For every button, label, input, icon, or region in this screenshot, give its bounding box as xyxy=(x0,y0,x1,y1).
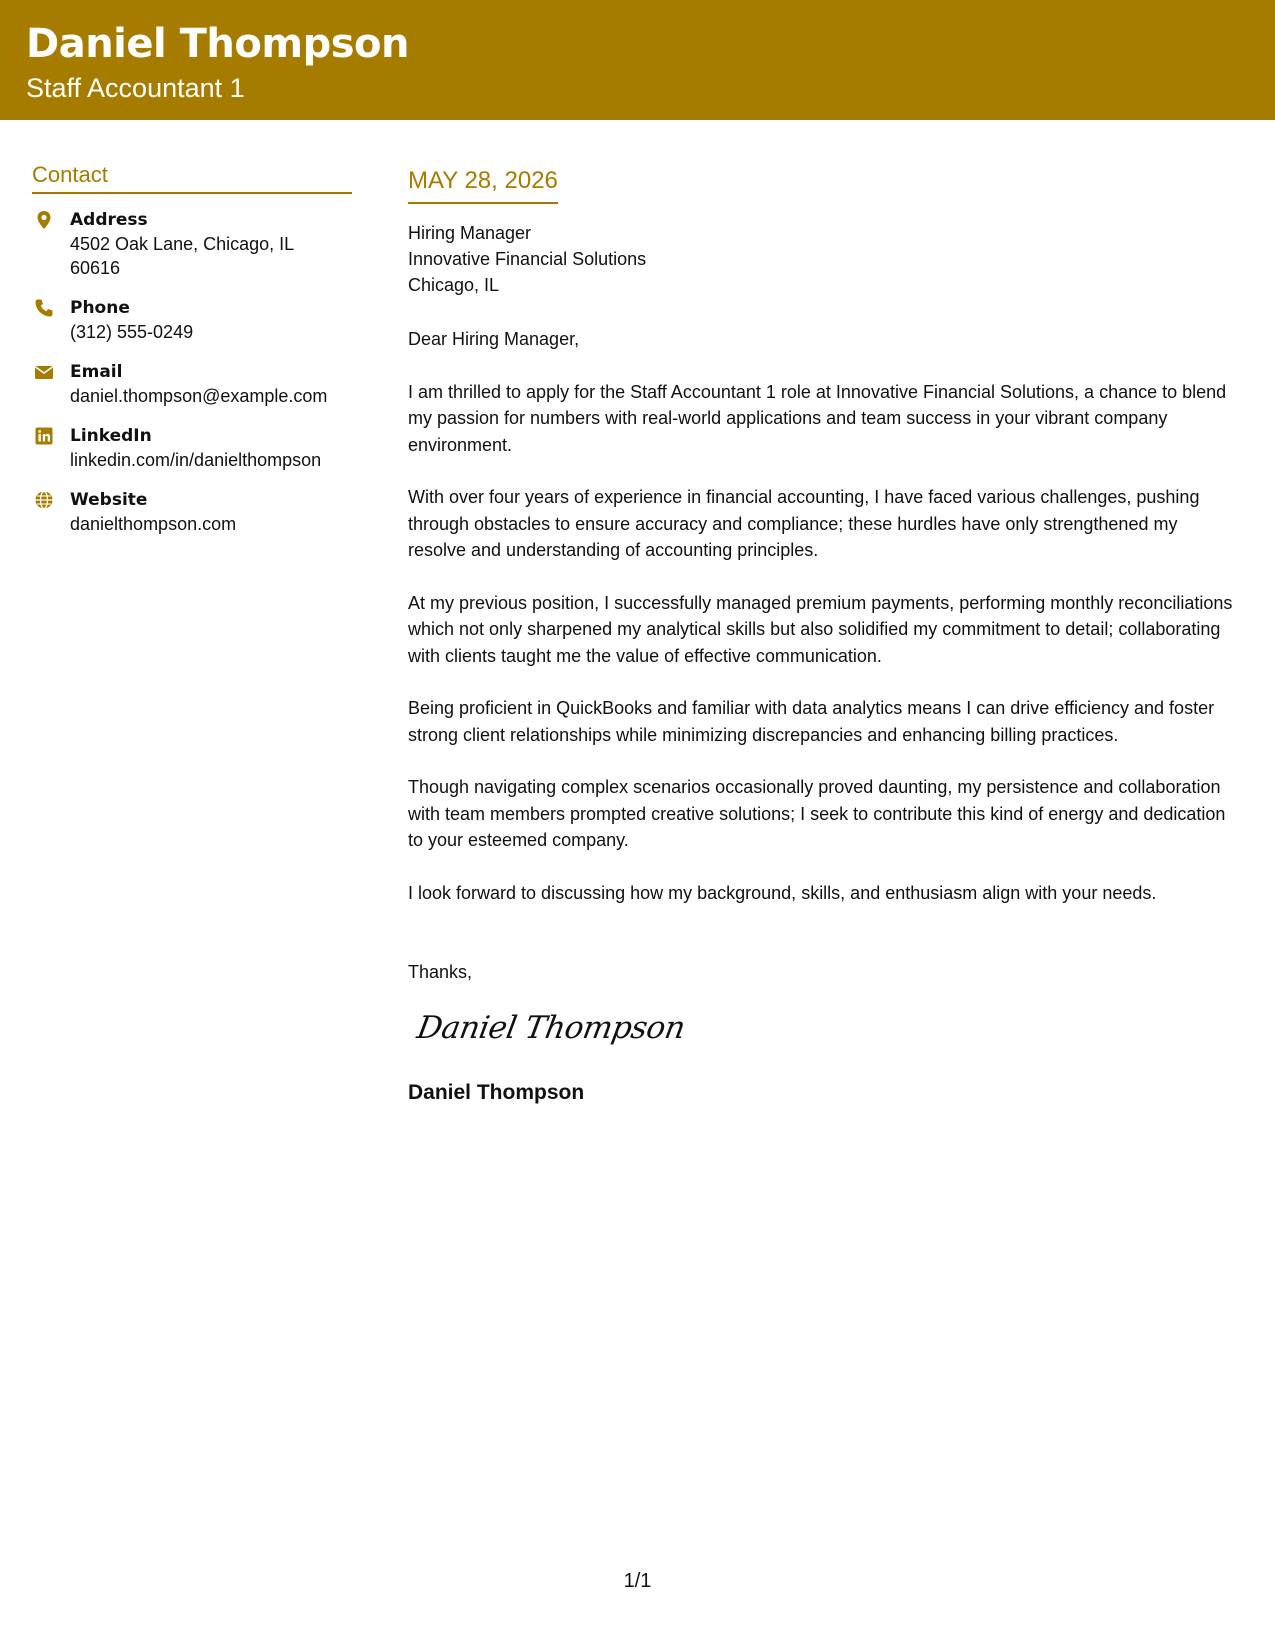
linkedin-value[interactable]: linkedin.com/in/danielthompson xyxy=(70,450,322,470)
address-label: Address xyxy=(70,210,148,230)
address-line-2: 60616 xyxy=(70,258,121,278)
closing: Thanks, xyxy=(408,962,473,982)
map-pin-icon xyxy=(34,210,54,230)
contact-linkedin xyxy=(32,424,352,472)
letter-body xyxy=(408,166,1238,1106)
paragraph-1: I am thrilled to apply for the Staff Accountant 1 role at Innovative Financial Solutions, a chance to blend my passion for numbers with real-world applications and team success in your vibrant company environment. xyxy=(408,381,1227,455)
website-value[interactable]: danielthompson.com xyxy=(70,514,237,534)
contact-section-title: Contact xyxy=(32,162,352,194)
paragraph-5: Though navigating complex scenarios occasionally proved daunting, my persistence and collaboration with team members prompted creative solutions; I seek to contribute this kind of energy and dedication to your esteemed company. xyxy=(408,777,1226,850)
job-title: Staff Accountant 1 xyxy=(26,73,245,103)
applicant-name: Daniel Thompson xyxy=(26,21,409,67)
website-label: Website xyxy=(70,490,148,510)
contact-address xyxy=(32,208,352,280)
paragraph-4: Being proficient in QuickBooks and familiar with data analytics means I can drive efficiency and foster strong client relationships while minimizing discrepancies and enhancing billing practices. xyxy=(408,698,1215,745)
recipient-company: Innovative Financial Solutions xyxy=(408,249,647,269)
contact-sidebar xyxy=(32,162,352,552)
letter-date: MAY 28, 2026 xyxy=(408,166,558,204)
email-label: Email xyxy=(70,362,123,382)
signer-name: Daniel Thompson xyxy=(408,1080,585,1104)
contact-email xyxy=(32,360,352,408)
salutation: Dear Hiring Manager, xyxy=(408,329,580,349)
address-line-1: 4502 Oak Lane, Chicago, IL xyxy=(70,234,295,254)
linkedin-label: LinkedIn xyxy=(70,426,152,446)
envelope-icon xyxy=(34,362,54,382)
paragraph-6: I look forward to discussing how my background, skills, and enthusiasm align with your needs. xyxy=(408,882,1157,903)
recipient-title: Hiring Manager xyxy=(408,223,532,243)
linkedin-icon xyxy=(34,426,54,446)
phone-icon xyxy=(34,298,54,318)
recipient-block xyxy=(408,220,1238,298)
page-number: 1/1 xyxy=(623,1570,652,1592)
signature: Daniel Thompson xyxy=(414,1009,688,1046)
recipient-location: Chicago, IL xyxy=(408,275,500,295)
paragraph-3: At my previous position, I successfully managed premium payments, performing monthly reconciliations which not only sharpened my analytical skills but also solidified my commitment to detail; collaborating with clients taught me the value of effective communication. xyxy=(408,592,1233,666)
email-value[interactable]: daniel.thompson@example.com xyxy=(70,386,328,406)
contact-phone xyxy=(32,296,352,344)
phone-label: Phone xyxy=(70,298,130,318)
phone-value[interactable]: (312) 555-0249 xyxy=(70,322,194,342)
globe-icon xyxy=(34,490,54,510)
header-banner xyxy=(0,0,1275,120)
paragraph-2: With over four years of experience in financial accounting, I have faced various challenges, pushing through obstacles to ensure accuracy and compliance; these hurdles have only strengthened my resolve and understanding of accounting principles. xyxy=(408,487,1200,560)
contact-website xyxy=(32,488,352,536)
